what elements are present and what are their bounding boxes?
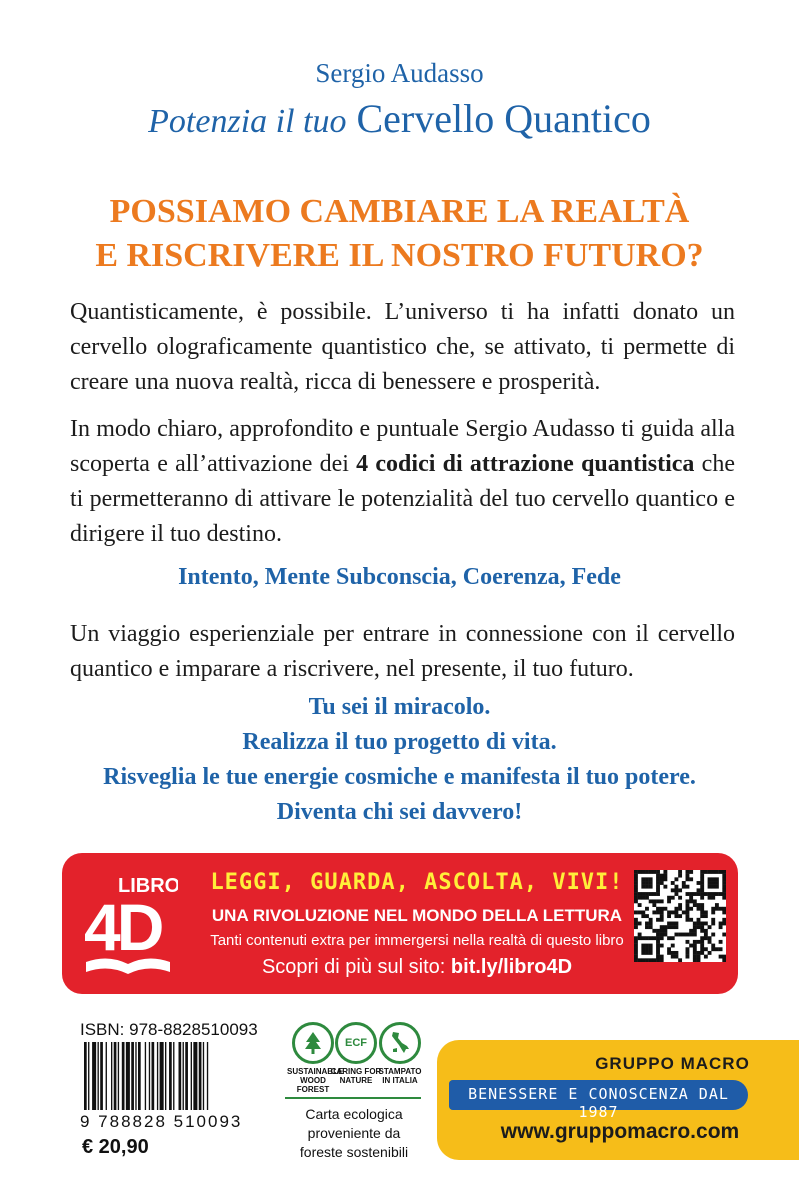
libro4d-logo-icon — [78, 872, 178, 980]
italy-map-icon — [379, 1022, 421, 1064]
banner-link[interactable]: bit.ly/libro4D — [450, 956, 573, 978]
closing-line-1: Tu sei il miracolo. — [308, 694, 491, 720]
title-italic: Potenzia il tuo — [148, 103, 347, 140]
closing-line-4: Diventa chi sei davvero! — [276, 799, 523, 825]
publisher-name: GRUPPO MACRO — [595, 1054, 750, 1073]
author-name: Sergio Audasso — [315, 58, 484, 88]
eco-divider — [285, 1097, 421, 1099]
barcode-digits: 9 788828 510093 — [80, 1112, 243, 1131]
codes-list: Intento, Mente Subconscia, Coerenza, Fede — [178, 564, 621, 590]
closing-line-2: Realizza il tuo progetto di vita. — [242, 729, 557, 755]
headline-line-2: E RISCRIVERE IL NOSTRO FUTURO? — [95, 237, 704, 274]
eco-caption-ecf: CARING FOR NATURE — [330, 1067, 382, 1085]
eco-paper-text: Carta ecologica proveniente da foreste sostenibili — [299, 1106, 409, 1160]
price: € 20,90 — [82, 1136, 149, 1158]
paragraph-2 — [70, 412, 735, 552]
book-title — [0, 95, 799, 142]
logo-word: LIBRO — [118, 875, 178, 897]
banner-description: Tanti contenuti extra per immergersi nella realtà di questo libro — [210, 932, 624, 949]
headline-line-1: POSSIAMO CAMBIARE LA REALTÀ — [109, 193, 690, 230]
paragraph-2-start: In modo chiaro, approfondito e puntuale Sergio Audasso ti guida alla scoperta e all’attivazione dei — [70, 416, 735, 477]
closing-lines — [0, 690, 799, 830]
logo-mark: 4D — [84, 890, 161, 964]
banner-slogan: LEGGI, GUARDA, ASCOLTA, VIVI! — [210, 870, 624, 895]
eco-caption-italy: STAMPATO IN ITALIA — [378, 1067, 422, 1085]
banner-subtitle: UNA RIVOLUZIONE NEL MONDO DELLA LETTURA — [211, 906, 623, 925]
headline — [0, 190, 799, 278]
publisher-tagline: BENESSERE E CONOSCENZA DAL 1987 — [468, 1085, 729, 1121]
eco-caption-wood: SUSTAINABLE WOOD FOREST — [287, 1067, 344, 1094]
ecf-icon — [335, 1022, 377, 1064]
banner-link-prefix: Scopri di più sul sito: — [261, 956, 451, 978]
eco-badge-italy — [374, 1022, 426, 1085]
paragraph-1: Quantisticamente, è possibile. L’universo ti ha infatti donato un cervello olograficamente quantistico che, se attivato, ti permette di creare una nuova realtà, ricca di benessere e prosperità. — [70, 299, 735, 395]
paragraph-2-bold: 4 codici di attrazione quantistica — [356, 451, 695, 477]
ecf-label: ECF — [345, 1037, 367, 1049]
paragraph-2-end: che ti permetteranno di attivare le potenzialità del tuo cervello quantico e dirigere il tuo destino. — [70, 451, 735, 547]
tree-icon — [292, 1022, 334, 1064]
qr-code-icon[interactable] — [634, 870, 726, 962]
isbn-label: ISBN: 978-8828510093 — [80, 1020, 258, 1039]
closing-line-3: Risveglia le tue energie cosmiche e manifesta il tuo potere. — [103, 764, 696, 790]
banner-link-line — [208, 956, 626, 979]
publisher-url[interactable]: www.gruppomacro.com — [500, 1120, 740, 1143]
title-main: Cervello Quantico — [356, 96, 651, 141]
paragraph-3: Un viaggio esperienziale per entrare in connessione con il cervello quantico e imparare a riscrivere, nel presente, il tuo futuro. — [70, 621, 735, 682]
